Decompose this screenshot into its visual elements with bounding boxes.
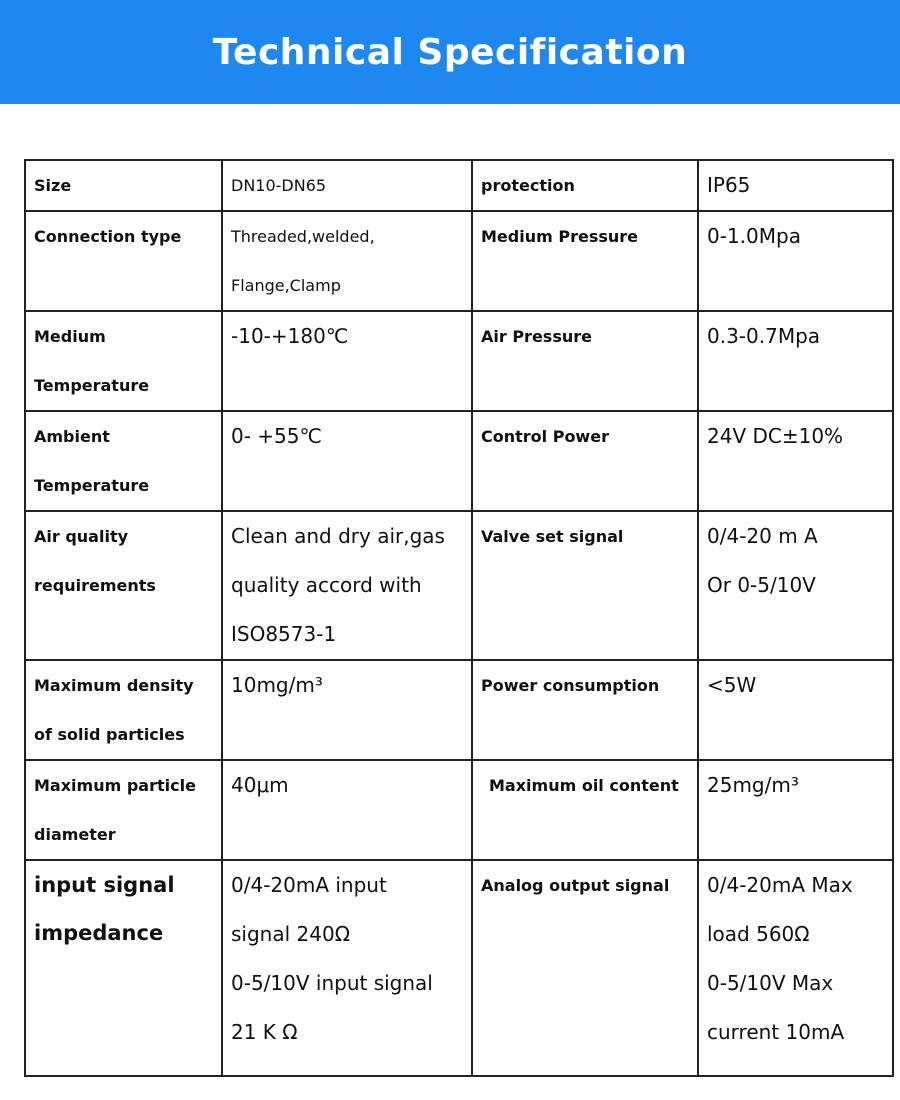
spec-value: ISO8573-1	[231, 622, 337, 646]
spec-label: Maximum particle	[34, 776, 196, 795]
spec-value: 0/4-20mA Max	[707, 873, 853, 897]
spec-value-cell	[698, 511, 893, 660]
spec-label-cell	[25, 311, 222, 411]
spec-label-cell	[25, 860, 222, 1076]
spec-value-cell	[698, 760, 893, 860]
spec-value: 24V DC±10%	[707, 424, 844, 448]
spec-label: requirements	[34, 576, 156, 595]
header-banner	[0, 0, 900, 104]
spec-value: Threaded,welded,	[231, 227, 375, 246]
spec-table	[24, 159, 894, 1077]
spec-value: 0.3-0.7Mpa	[707, 324, 821, 348]
spec-value-cell	[222, 760, 472, 860]
spec-label-cell	[472, 860, 698, 1076]
spec-value-cell	[698, 160, 893, 211]
spec-label: Connection type	[34, 227, 182, 246]
spec-label: impedance	[34, 921, 164, 945]
spec-value: 40μm	[231, 773, 289, 797]
spec-label: Control Power	[481, 427, 609, 446]
spec-label-cell	[25, 411, 222, 511]
spec-value: 0/4-20mA input	[231, 873, 387, 897]
spec-label-cell	[472, 211, 698, 311]
spec-label: protection	[481, 176, 575, 195]
page-title: Technical Specification	[212, 31, 688, 73]
spec-label: diameter	[34, 825, 116, 844]
spec-label-cell	[472, 660, 698, 760]
spec-label: input signal	[34, 873, 175, 897]
spec-value: 0-5/10V Max	[707, 971, 834, 995]
spec-value: 10mg/m³	[231, 673, 323, 697]
table-row	[25, 760, 893, 860]
spec-value: -10-+180℃	[231, 324, 349, 348]
table-row	[25, 660, 893, 760]
table-row	[25, 860, 893, 1076]
spec-value-cell	[222, 511, 472, 660]
table-row	[25, 511, 893, 660]
spec-value-cell	[698, 211, 893, 311]
spec-label: Ambient	[34, 427, 110, 446]
spec-value-cell	[222, 411, 472, 511]
spec-value: signal 240Ω	[231, 922, 350, 946]
spec-value: 0-5/10V input signal	[231, 971, 433, 995]
spec-label-cell	[472, 511, 698, 660]
spec-label: Maximum oil content	[489, 776, 679, 795]
spec-value-cell	[698, 311, 893, 411]
spec-label-cell	[25, 660, 222, 760]
table-row	[25, 311, 893, 411]
spec-label: Air quality	[34, 527, 129, 546]
spec-value: load 560Ω	[707, 922, 810, 946]
spec-value-cell	[222, 660, 472, 760]
spec-value: Or 0-5/10V	[707, 573, 816, 597]
spec-value-cell	[222, 860, 472, 1076]
spec-value: 21 K Ω	[231, 1020, 298, 1044]
spec-value: quality accord with	[231, 573, 422, 597]
spec-value-cell	[698, 660, 893, 760]
spec-label: Valve set signal	[481, 527, 624, 546]
spec-label-cell	[472, 411, 698, 511]
table-row	[25, 211, 893, 311]
spec-label: Temperature	[34, 376, 150, 395]
spec-label: Medium Pressure	[481, 227, 638, 246]
spec-label: Maximum density	[34, 676, 194, 695]
spec-label: Analog output signal	[481, 876, 670, 895]
spec-label-cell	[25, 211, 222, 311]
spec-value: <5W	[707, 673, 757, 697]
spec-label-cell	[25, 760, 222, 860]
spec-value-cell	[222, 211, 472, 311]
table-row	[25, 160, 893, 211]
spec-value-cell	[698, 860, 893, 1076]
spec-value: 0-1.0Mpa	[707, 224, 801, 248]
spec-label-cell	[472, 760, 698, 860]
spec-value: 0- +55℃	[231, 424, 322, 448]
spec-value-cell	[698, 411, 893, 511]
spec-label: Power consumption	[481, 676, 660, 695]
spec-label: Medium	[34, 327, 106, 346]
spec-label-cell	[25, 511, 222, 660]
spec-label: Size	[34, 176, 72, 195]
spec-value-cell	[222, 311, 472, 411]
spec-value-cell	[222, 160, 472, 211]
spec-label: of solid particles	[34, 725, 185, 744]
table-row	[25, 411, 893, 511]
spec-label: Temperature	[34, 476, 150, 495]
spec-value: Clean and dry air,gas	[231, 524, 445, 548]
spec-label-cell	[25, 160, 222, 211]
spec-label-cell	[472, 160, 698, 211]
spec-value: Flange,Clamp	[231, 276, 341, 295]
spec-value: 25mg/m³	[707, 773, 799, 797]
spec-label: Air Pressure	[481, 327, 592, 346]
spec-value: DN10-DN65	[231, 176, 327, 195]
spec-label-cell	[472, 311, 698, 411]
spec-value: current 10mA	[707, 1020, 845, 1044]
spec-value: IP65	[707, 173, 751, 197]
spec-value: 0/4-20 m A	[707, 524, 818, 548]
